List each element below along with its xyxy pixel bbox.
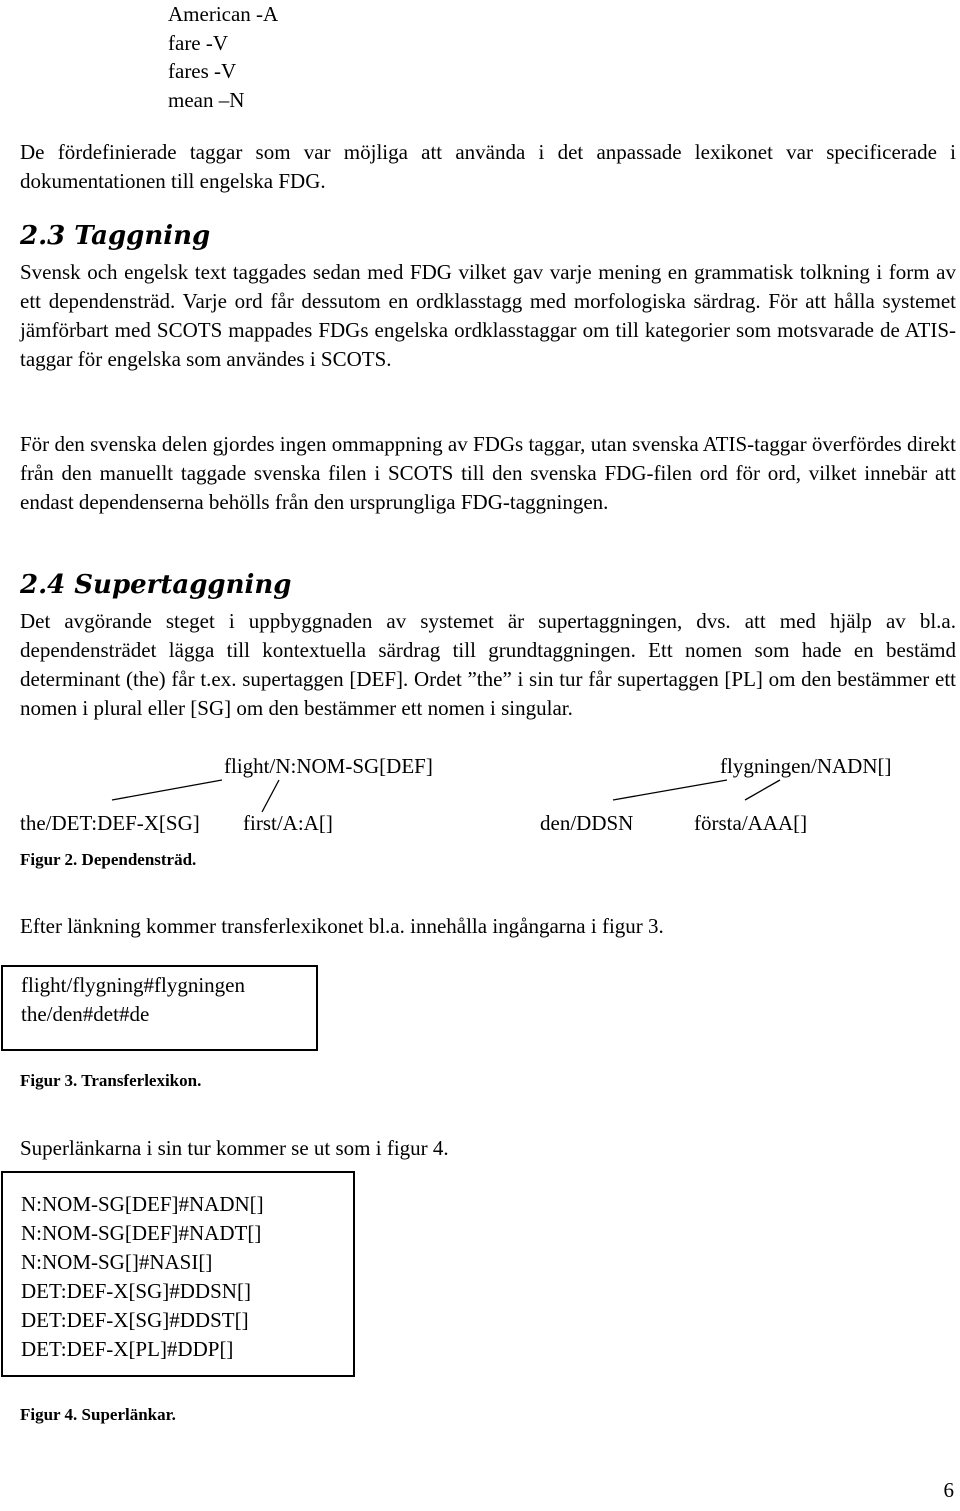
superlink-entry: DET:DEF-X[SG]#DDST[] xyxy=(21,1308,249,1332)
tree-node-first: first/A:A[] xyxy=(243,811,333,835)
paragraph-taggning-2: För den svenska delen gjordes ingen ommappning av FDGs taggar, utan svenska ATIS-taggar överfördes direkt från den manuellt taggade svenska filen i SCOTS till den svenska FDG-filen ord för ord, vilket innebär att endast dependenserna behölls från den ursprungliga FDG-taggningen. xyxy=(20,432,956,514)
transfer-lexicon-box xyxy=(1,965,318,1051)
superlink-entry: N:NOM-SG[DEF]#NADN[] xyxy=(21,1192,264,1216)
lexicon-entry: fares -V xyxy=(168,59,237,83)
figure-caption: Figur 2. Dependensträd. xyxy=(20,850,197,869)
superlink-entry: DET:DEF-X[SG]#DDSN[] xyxy=(21,1279,251,1303)
edge-flight-the xyxy=(112,780,222,800)
section-heading-supertaggning: 2.4 Supertaggning xyxy=(20,570,292,600)
paragraph-taggning-1: Svensk och engelsk text taggades sedan med FDG vilket gav varje mening en grammatisk tolkning i form av ett dependensträd. Varje ord får dessutom en ordklasstagg med morfologiska särdrag. För att hålla systemet jämförbart med SCOTS mappades FDGs engelska ordklasstaggar om till kategorier som motsvarade de ATIS-taggar för engelska som användes i SCOTS. xyxy=(20,260,956,371)
tree-node-den: den/DDSN xyxy=(540,811,634,835)
edge-flygningen-forsta xyxy=(745,780,780,800)
edge-flight-first xyxy=(262,780,279,812)
edge-flygningen-den xyxy=(613,780,727,800)
lexicon-entry: American -A xyxy=(168,2,279,26)
superlink-entry: N:NOM-SG[DEF]#NADT[] xyxy=(21,1221,262,1245)
superlink-entry: DET:DEF-X[PL]#DDP[] xyxy=(21,1337,234,1361)
transfer-entry: the/den#det#de xyxy=(21,1002,150,1026)
lexicon-entry: fare -V xyxy=(168,30,229,55)
tree-node-flygningen: flygningen/NADN[] xyxy=(720,754,892,778)
section-heading-taggning: 2.3 Taggning xyxy=(20,221,211,251)
paragraph-supertaggning: Det avgörande steget i uppbyggnaden av systemet är supertaggningen, dvs. att med hjälp av bl.a. dependensträdet lägga till kontextuella särdrag till grundtaggningen. Ett nomen som hade en bestämd determinant (the) får t.ex. supertaggen [DEF]. Ordet ”the” i sin tur får supertaggen [PL] om den bestämmer ett nomen i plural eller [SG] om den bestämmer ett nomen i singular. xyxy=(20,609,956,720)
lexicon-entry: mean –N xyxy=(168,87,245,112)
paragraph-after-linking: Efter länkning kommer transferlexikonet bl.a. innehålla ingångarna i figur 3. xyxy=(20,914,664,938)
paragraph-predefined-tags: De fördefinierade taggar som var möjliga att använda i det anpassade lexikonet var specificerade i dokumentationen till engelska FDG. xyxy=(20,140,956,193)
transfer-entry: flight/flygning#flygningen xyxy=(21,973,245,997)
superlinks-box xyxy=(1,1171,355,1377)
page-number: 6 xyxy=(943,1478,954,1502)
paragraph-superlinks: Superlänkarna i sin tur kommer se ut som i figur 4. xyxy=(20,1136,449,1160)
figure-caption: Figur 3. Transferlexikon. xyxy=(20,1071,202,1090)
tree-node-flight: flight/N:NOM-SG[DEF] xyxy=(224,754,433,778)
figure-caption: Figur 4. Superlänkar. xyxy=(20,1405,176,1424)
tree-node-the: the/DET:DEF-X[SG] xyxy=(20,811,200,835)
superlink-entry: N:NOM-SG[]#NASI[] xyxy=(21,1250,213,1274)
tree-node-forsta: första/AAA[] xyxy=(694,811,808,835)
